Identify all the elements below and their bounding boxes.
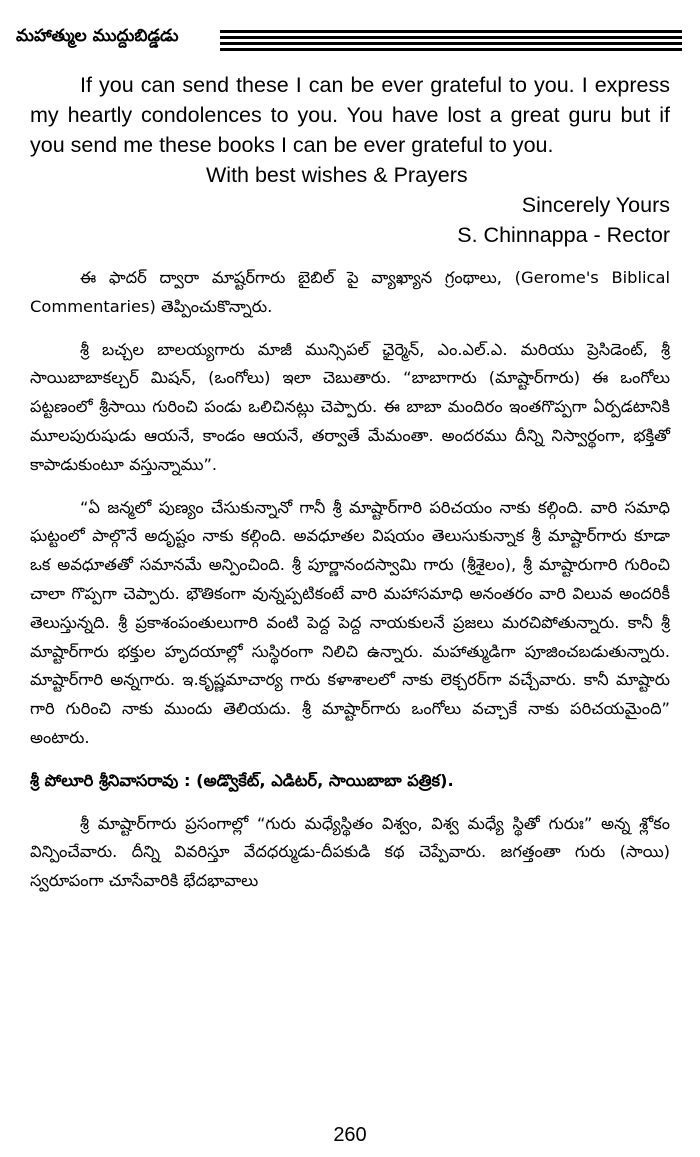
letter-signature: S. Chinnappa - Rector <box>457 223 670 247</box>
running-header <box>10 14 690 54</box>
paragraph: శ్రీ మాష్టార్‌గారు ప్రసంగాల్లో “గురు మధ్యేస్థితం విశ్వం, విశ్వ మధ్యే స్థితో గురుః” అన్న శ్లోకం విన్పించేవారు. దీన్ని వివరిస్తూ వేదధర్ముడు-దీపకుడి కథ చెప్పేవారు. జగత్తంతా గురు (సాయి) స్వరూపంగా చూసేవారికి భేదభావాలు <box>30 813 670 891</box>
letter-paragraph: If you can send these I can be ever grateful to you. I express my heartly condolences to you. You have lost a great guru but if you send me these books I can be ever grateful to you. <box>30 73 670 157</box>
header-rule-lines <box>220 30 682 54</box>
section-heading: శ్రీ పోలూరి శ్రీనివాసరావు : (అడ్వొకేట్, ఎడిటర్, సాయిబాబా పత్రిక). <box>30 770 454 790</box>
paragraph: “ఏ జన్మలో పుణ్యం చేసుకున్నానో గానీ శ్రీ మాష్టార్‌గారి పరిచయం నాకు కల్గింది. వారి సమాధి ఘట్టంలో పాల్గొనే అదృష్టం నాకు కల్గింది. అవధూతల విషయం తెలుసుకున్నాక శ్రీ మాష్టార్‌గారు కూడా ఒక అవధూతతో సమానమే అన్పించింది. శ్రీ పూర్ణానందస్వామి గారు (శ్రీశైలం), శ్రీ మాష్టారుగారి గురించి చాలా గొప్పగా చెప్పారు. భౌతికంగా వున్నప్పటికంటే వారి మహాసమాధి అనంతరం వారి విలువ అందరికీ తెలుస్తున్నది. శ్రీ ప్రకాశంపంతులుగారి వంటి పెద్ద పెద్ద నాయకులనే ప్రజలు మరచిపోతున్నారు. కానీ శ్రీ మాష్టార్‌గారు భక్తుల హృదయాల్లో సుస్థిరంగా నిలిచి ఉన్నారు. మహాత్ముడిగా పూజించబడుతున్నారు. మాష్టార్‌గారి అన్నగారు. ఇ.కృష్ణమాచార్య గారు కళాశాలలో నాకు లెక్చరర్‌గా వచ్చేవారు. కానీ మాష్టారు గారి గురించి నాకు ముందు తెలియదు. శ్రీ మాష్టార్‌గారు ఒంగోలు వచ్చాకే నాకు పరిచయమైంది” అంటారు. <box>30 497 670 747</box>
book-title: మహాత్ముల ముద్దుబిడ్డడు <box>16 26 179 46</box>
rule-line <box>220 48 682 51</box>
page-number: 260 <box>333 1124 367 1146</box>
paragraph: ఈ ఫాదర్ ద్వారా మాష్టర్‌గారు బైబిల్ పై వ్యాఖ్యాన గ్రంథాలు, (Gerome's Biblical Commentaries) తెప్పించుకొన్నారు. <box>30 268 670 316</box>
rule-line <box>220 36 682 39</box>
rule-line <box>220 42 682 45</box>
page-body <box>30 70 670 896</box>
letter-closing: Sincerely Yours <box>521 193 670 217</box>
rule-line <box>220 30 682 33</box>
letter-wishes: With best wishes & Prayers <box>206 163 468 187</box>
paragraph: శ్రీ బచ్చల బాలయ్యగారు మాజీ మున్సిపల్ ఛైర్మెన్, ఎం.ఎల్.ఎ. మరియు ప్రెసిడెంట్, శ్రీ సాయిబాబాకల్చర్ మిషన్, (ఒంగోలు) ఇలా చెబుతారు. “బాబాగారు (మాష్టార్‌గారు) ఈ ఒంగోలు పట్టణంలో శ్రీసాయి గురించి పండు ఒలిచినట్లు చెప్పారు. ఈ బాబా మందిరం ఇంతగొప్పగా ఏర్పడటానికి మూలపురుషుడు ఆయనే, కాండం ఆయనే, తర్వాతే మేమంతా. అందరము దీన్ని నిస్వార్థంగా, భక్తితో కాపాడుకుంటూ వస్తున్నాము”. <box>30 339 670 474</box>
